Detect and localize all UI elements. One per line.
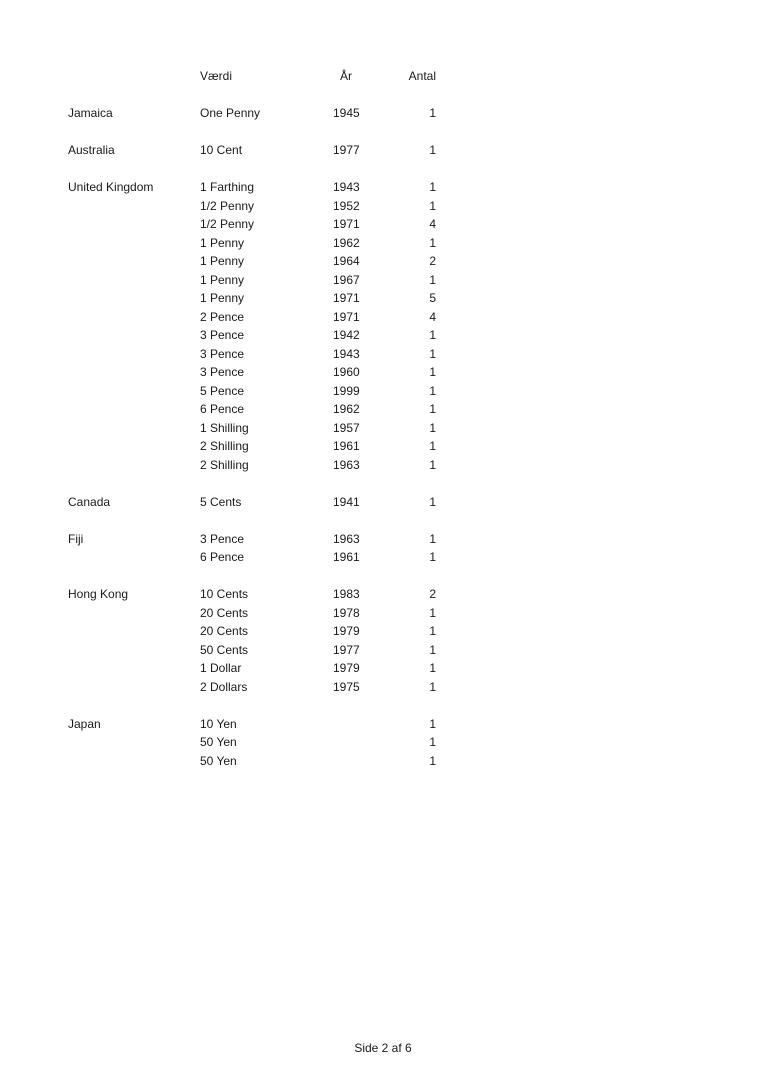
- coin-value: 3 Pence: [200, 347, 245, 361]
- coin-value: 20 Cents: [200, 624, 249, 638]
- coin-year: 1957: [333, 421, 360, 435]
- coin-year: 1963: [333, 458, 360, 472]
- country-name: Japan: [68, 717, 101, 731]
- coin-count: 1: [429, 421, 436, 435]
- coin-count: 1: [429, 550, 436, 564]
- coin-count: 1: [429, 532, 436, 546]
- coin-value: 5 Pence: [200, 384, 245, 398]
- country-name: United Kingdom: [68, 180, 154, 194]
- coin-year: 1945: [333, 106, 360, 120]
- coin-value: 2 Dollars: [200, 680, 248, 694]
- header-count: Antal: [408, 69, 436, 83]
- coin-value: 3 Pence: [200, 328, 245, 342]
- coin-year: 1964: [333, 254, 360, 268]
- coin-year: 1943: [333, 347, 360, 361]
- coin-value: 1 Penny: [200, 273, 245, 287]
- coin-year: 1975: [333, 680, 360, 694]
- coin-count: 4: [429, 217, 436, 231]
- coin-year: 1941: [333, 495, 360, 509]
- coin-year: 1977: [333, 143, 360, 157]
- header-value: Værdi: [200, 69, 233, 83]
- coin-year: 1971: [333, 217, 360, 231]
- coin-count: 1: [429, 717, 436, 731]
- coin-count: 1: [429, 347, 436, 361]
- coin-count: 1: [429, 106, 436, 120]
- coin-year: 1962: [333, 236, 360, 250]
- coin-year: 1971: [333, 291, 360, 305]
- coin-year: 1943: [333, 180, 360, 194]
- coin-count: 1: [429, 328, 436, 342]
- coin-year: 1977: [333, 643, 360, 657]
- coin-count: 1: [429, 735, 436, 749]
- coin-value: 10 Yen: [200, 717, 237, 731]
- country-name: Hong Kong: [68, 587, 129, 601]
- coin-value: 3 Pence: [200, 365, 245, 379]
- coin-count: 1: [429, 624, 436, 638]
- coin-value: 1 Penny: [200, 291, 245, 305]
- coin-year: 1999: [333, 384, 360, 398]
- coin-year: 1961: [333, 550, 360, 564]
- coin-year: 1978: [333, 606, 360, 620]
- coin-year: 1979: [333, 624, 360, 638]
- coin-value: 1 Dollar: [200, 661, 242, 675]
- coin-count: 1: [429, 680, 436, 694]
- coin-count: 5: [429, 291, 436, 305]
- coin-count: 1: [429, 365, 436, 379]
- coin-year: 1983: [333, 587, 360, 601]
- coin-value: 2 Shilling: [200, 458, 249, 472]
- coin-value: One Penny: [200, 106, 261, 120]
- coin-year: 1967: [333, 273, 360, 287]
- country-name: Fiji: [68, 532, 84, 546]
- coin-value: 10 Cent: [200, 143, 243, 157]
- coin-count: 1: [429, 606, 436, 620]
- coin-count: 1: [429, 273, 436, 287]
- coin-value: 50 Yen: [200, 735, 237, 749]
- coin-count: 1: [429, 199, 436, 213]
- coin-value: 1 Penny: [200, 236, 245, 250]
- coin-value: 10 Cents: [200, 587, 249, 601]
- coin-value: 6 Pence: [200, 550, 245, 564]
- coin-value: 1 Farthing: [200, 180, 255, 194]
- header-year: År: [340, 69, 352, 83]
- coin-count: 4: [429, 310, 436, 324]
- coin-year: 1942: [333, 328, 360, 342]
- coin-count: 1: [429, 439, 436, 453]
- coin-count: 1: [429, 143, 436, 157]
- coin-count: 1: [429, 643, 436, 657]
- country-name: Canada: [68, 495, 111, 509]
- coin-value: 2 Shilling: [200, 439, 249, 453]
- coin-value: 6 Pence: [200, 402, 245, 416]
- coin-value: 1/2 Penny: [200, 199, 255, 213]
- coin-value: 1/2 Penny: [200, 217, 255, 231]
- coin-value: 5 Cents: [200, 495, 242, 509]
- coin-year: 1971: [333, 310, 360, 324]
- country-name: Jamaica: [68, 106, 113, 120]
- coin-count: 2: [429, 587, 436, 601]
- coin-count: 1: [429, 754, 436, 768]
- coin-count: 1: [429, 384, 436, 398]
- coin-count: 1: [429, 661, 436, 675]
- coin-count: 1: [429, 495, 436, 509]
- coin-count: 1: [429, 236, 436, 250]
- coin-value: 2 Pence: [200, 310, 245, 324]
- country-name: Australia: [68, 143, 115, 157]
- coin-value: 50 Yen: [200, 754, 237, 768]
- coin-value: 1 Penny: [200, 254, 245, 268]
- coin-count: 1: [429, 180, 436, 194]
- coin-year: 1963: [333, 532, 360, 546]
- coin-count: 2: [429, 254, 436, 268]
- coin-year: 1952: [333, 199, 360, 213]
- page-number-footer: Side 2 af 6: [354, 1041, 412, 1055]
- coin-year: 1960: [333, 365, 360, 379]
- coin-year: 1961: [333, 439, 360, 453]
- coin-year: 1962: [333, 402, 360, 416]
- coin-value: 50 Cents: [200, 643, 249, 657]
- coin-value: 20 Cents: [200, 606, 249, 620]
- coin-count: 1: [429, 458, 436, 472]
- coin-value: 3 Pence: [200, 532, 245, 546]
- coin-value: 1 Shilling: [200, 421, 249, 435]
- coin-count: 1: [429, 402, 436, 416]
- coin-year: 1979: [333, 661, 360, 675]
